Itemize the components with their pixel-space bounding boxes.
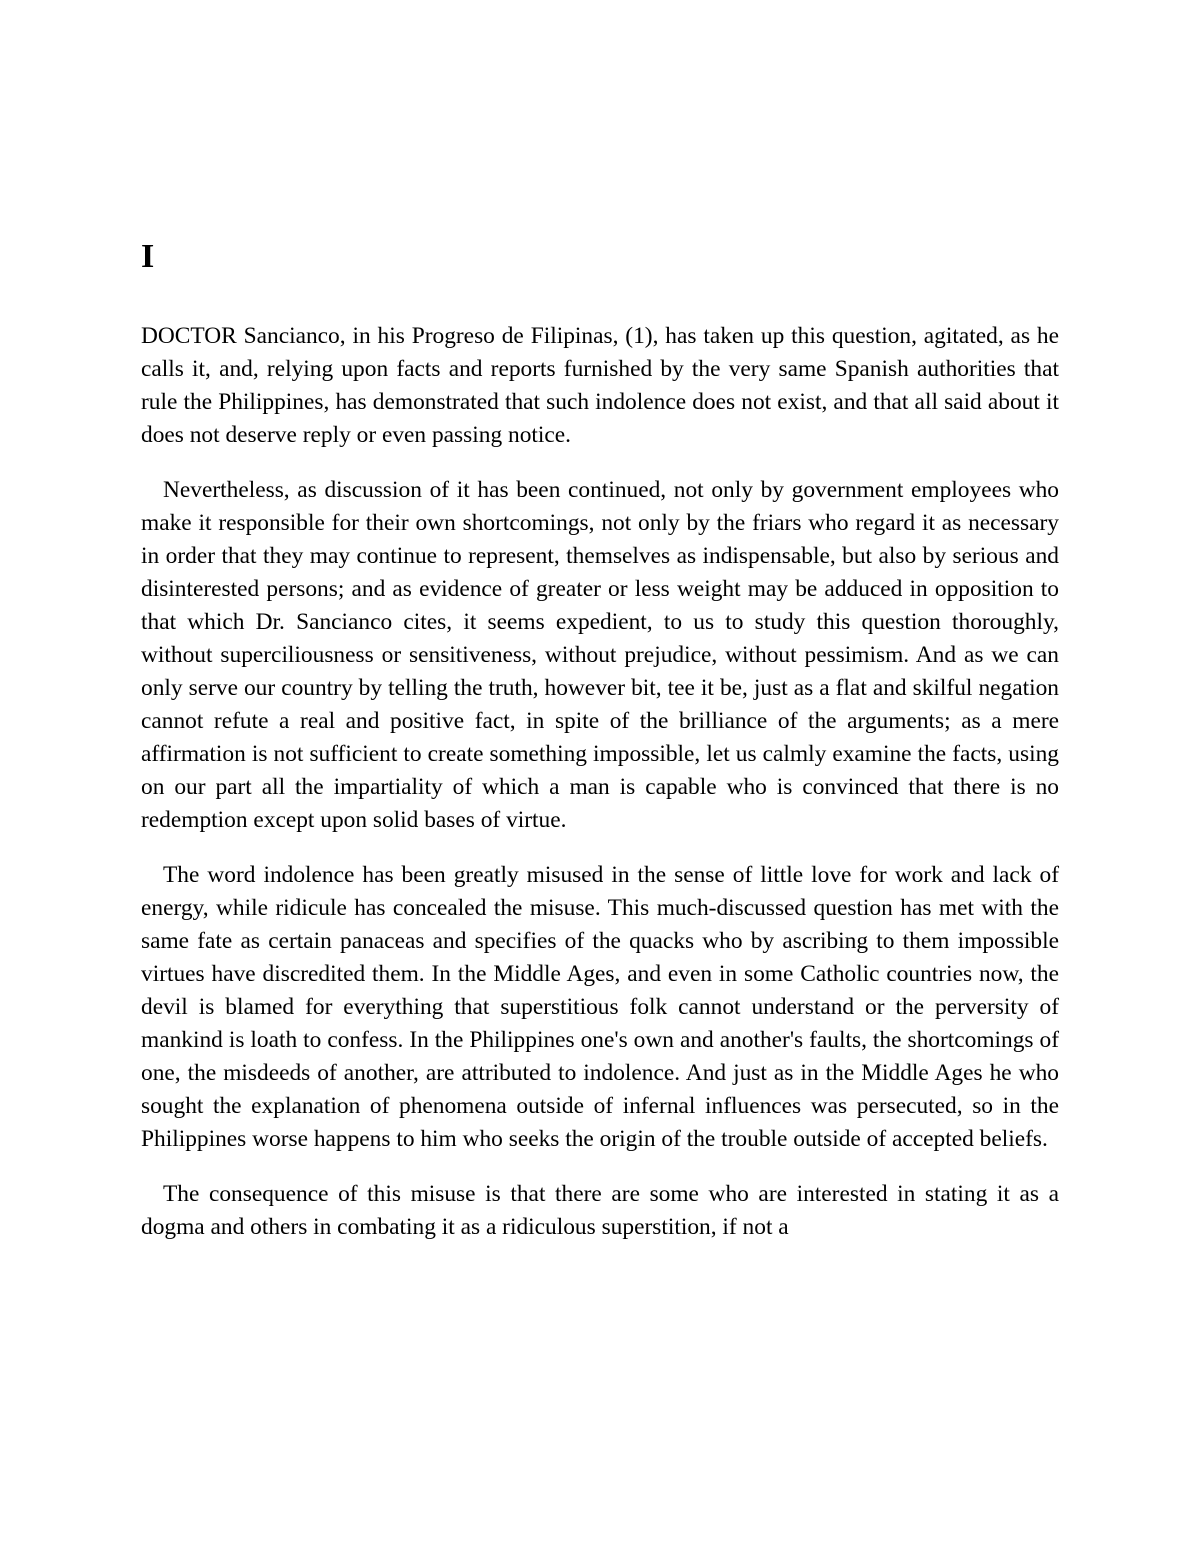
paragraph-2: Nevertheless, as discussion of it has been continued, not only by government employees who make it responsible for their own shortcomings, not only by the friars who regard it as necessary in order that they may continue to represent, themselves as indispensable, but also by serious and disinterested persons; and as evidence of greater or less weight may be adduced in opposition to that which Dr. Sancianco cites, it seems expedient, to us to study this question thoroughly, without superciliousness or sensitiveness, without prejudice, without pessimism. And as we can only serve our country by telling the truth, however bit, tee it be, just as a flat and skilful negation cannot refute a real and positive fact, in spite of the brilliance of the arguments; as a mere affirmation is not sufficient to create something impossible, let us calmly examine the facts, using on our part all the impartiality of which a man is capable who is convinced that there is no redemption except upon solid bases of virtue.: [141, 477, 1059, 833]
paragraph-1: DOCTOR Sancianco, in his Progreso de Filipinas, (1), has taken up this question, agitated, as he calls it, and, relying upon facts and reports furnished by the very same Spanish authorities that rule the Philippines, has demonstrated that such indolence does not exist, and that all said about it does not deserve reply or even passing notice.: [141, 323, 1059, 448]
chapter-heading: I: [141, 238, 155, 275]
paragraph-3: The word indolence has been greatly misused in the sense of little love for work and lack of energy, while ridicule has concealed the misuse. This much-discussed question has met with the same fate as certain panaceas and specifies of the quacks who by ascribing to them impossible virtues have discredited them. In the Middle Ages, and even in some Catholic countries now, the devil is blamed for everything that superstitious folk cannot understand or the perversity of mankind is loath to confess. In the Philippines one's own and another's faults, the shortcomings of one, the misdeeds of another, are attributed to indolence. And just as in the Middle Ages he who sought the explanation of phenomena outside of infernal influences was persecuted, so in the Philippines worse happens to him who seeks the origin of the trouble outside of accepted beliefs.: [141, 862, 1059, 1152]
paragraph-4: The consequence of this misuse is that there are some who are interested in stating it as a dogma and others in combating it as a ridiculous superstition, if not a: [141, 1181, 1059, 1240]
document-page: [141, 232, 1059, 1244]
